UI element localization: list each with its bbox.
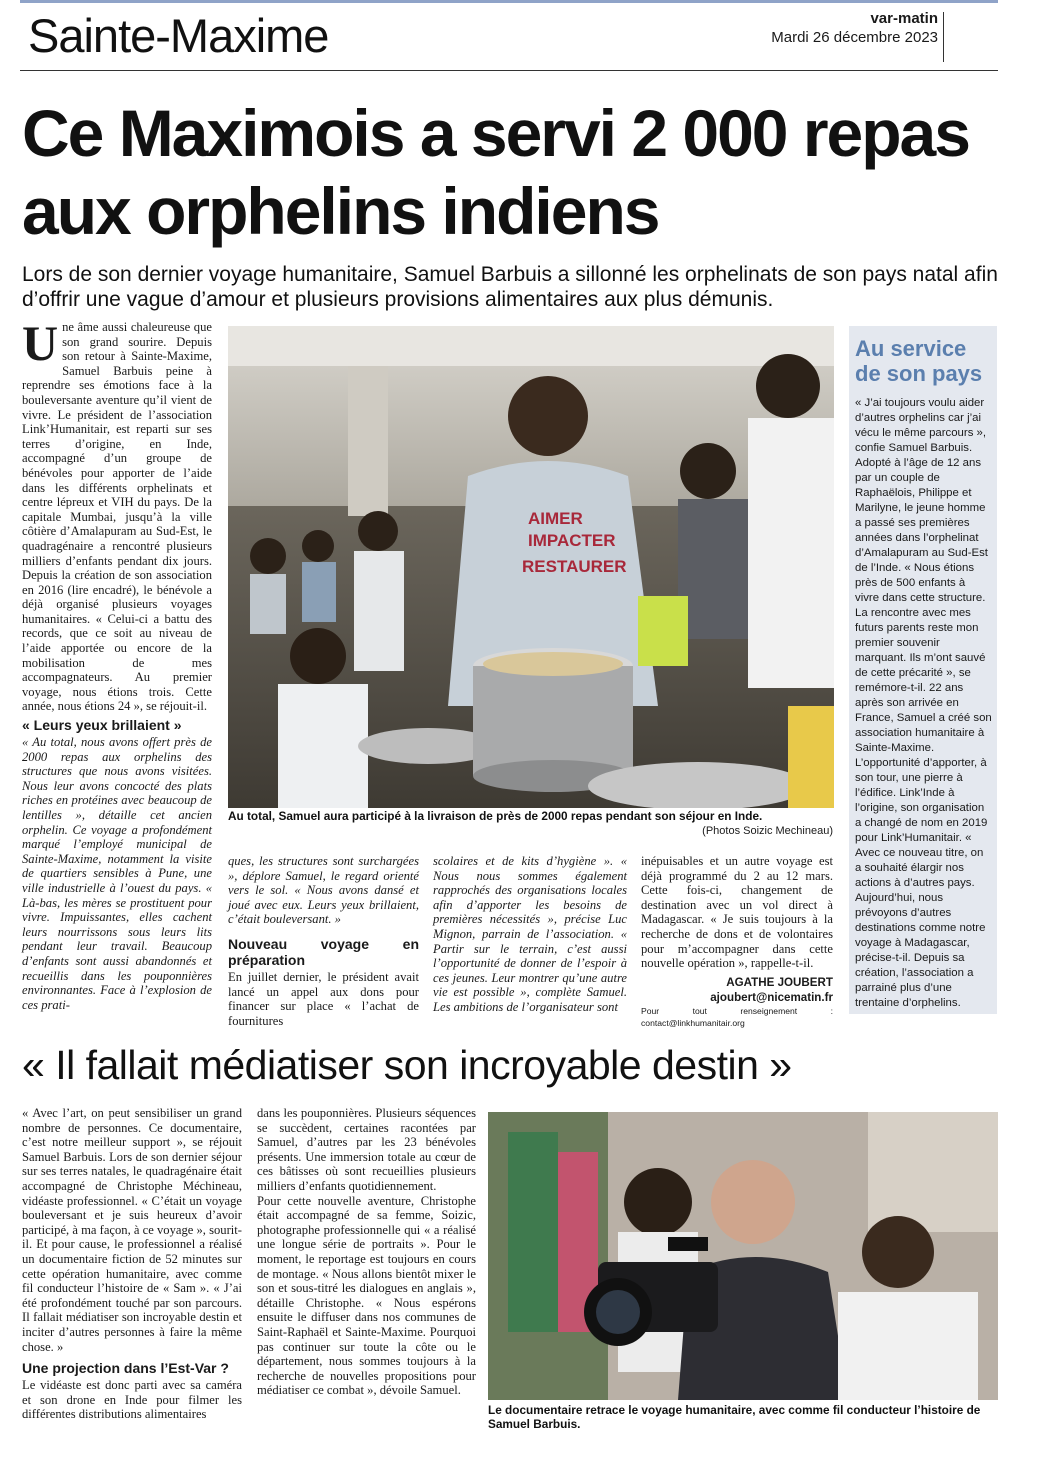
photo2-caption: Le documentaire retrace le voyage humanitaire, avec comme fil conducteur l’histoire de Samuel Barbuis.	[488, 1403, 981, 1431]
author-name: AGATHE JOUBERT	[726, 975, 833, 989]
article1-column-1	[22, 315, 212, 1012]
top-rule	[20, 0, 998, 3]
issue-date: Mardi 26 décembre 2023	[771, 29, 938, 46]
article1-paragraph: scolaires et de kits d’hygiène ». « Nous nous sommes également rapprochés des organisations locales afin d’apporter les besoins de premières nécessités », précise Luc Mignon, parrain de l’association. « Partir sur le terrain, c’est aussi l’opportunité de donner de l’espoir à ces jeunes. Leur montrer qu’une autre vie est possible », complète Samuel. Les ambitions de l’organisateur sont	[433, 854, 627, 1014]
sidebar-text: « J’ai toujours voulu aider d’autres orphelins car j’ai vécu le même parcours », confie Samuel Barbuis. Adopté à l’âge de 12 ans par un couple de Raphaëlois, Philippe et Marilyne, le jeune homme a passé ses premières années dans l’orphelinat d’Amalapuram au Sud-Est de l’Inde. « Nous étions près de 500 enfants à vivre dans cette structure. La rencontre avec mes futurs parents reste mon premier souvenir marquant. Ils m’ont sauvé de cette précarité », se remémore-t-il. 22 ans après son arrivée en France, Samuel a créé son association humanitaire à Sainte-Maxime. L’opportunité d’apporter, à son tour, une pierre à l’édifice. Link’Inde à l’origine, son organisation a changé de nom en 2019 pour Link’Humanitair. « Avec ce nouveau titre, on a souhaité élargir nos actions à d’autres pays. Aujourd’hui, nous prévoyons d’autres destinations comme notre voyage à Madagascar, précise-t-il. Depuis sa création, l’association a parrainé plus d’une trentaine d’orphelins.	[855, 397, 992, 1009]
article2-paragraph: « Avec l’art, on peut sensibiliser un grand nombre de personnes. Ce documentaire, c’est notre meilleur support », se réjouit Samuel Barbuis. Lors de son dernier séjour sur ses terres natales, le quadragénaire était accompagné de Christophe Méchineau, vidéaste professionnel. « C’était un voyage bouleversant et je suis heureux d’avoir participé, à ma façon, à ce voyage », sourit-il. Et pour cause, le professionnel a réalisé un documentaire fiction de 52 minutes sur cette opération humanitaire, avec comme fil conducteur l’histoire de « Sam ». « J’ai été profondément touché par son parcours. Il fallait médiatiser son incroyable destin et inciter d’autres personnes à faire la même chose. »	[22, 1106, 242, 1354]
shirt-text-restaurer: RESTAURER	[522, 557, 627, 576]
header-rule	[20, 70, 998, 71]
article1-column-2	[228, 854, 419, 1028]
article1-subhead-1: « Leurs yeux brillaient »	[22, 717, 182, 734]
article1-paragraph: En juillet dernier, le président avait lancé un appel aux dons pour financer sur place « l’achat de fournitures	[228, 969, 419, 1028]
photo1-caption: Au total, Samuel aura participé à la livraison de près de 2000 repas pendant son séjour en Inde.	[228, 809, 763, 823]
shirt-text-aimer: AIMER	[528, 509, 583, 528]
header-divider	[943, 12, 944, 62]
photo-videographer	[488, 1112, 998, 1400]
photo-videographer-image	[488, 1112, 998, 1400]
shirt-text-impacter: IMPACTER	[528, 531, 616, 550]
article1-paragraph: ne âme aussi chaleureuse que son grand sourire. Depuis son retour à Sainte-Maxime, Samuel Barbuis peine à reprendre ses émotions face à la bouleversante aventure qu’il vient de vivre. Le président de l’association Link’Humanitair, est reparti sur ses terres d’origine, en Inde, accompagné d’un groupe de bénévoles pour apporter de l’aide dans les différents orphelinats et centre lépreux et VIH du pays. De la capitale Mumbai, jusqu’à la ville côtière d’Amalapuram au Sud-Est, le quadragénaire a rencontré plusieurs milliers d’enfants pendant dix jours. Depuis la création de son association en 2016 (lire encadré), le bénévole a déjà organisé plusieurs voyages humanitaires. « Celui-ci a battu des records, que ce soit au niveau de l’aide apportée ou encore de la mobilisation de mes accompagnateurs. Au premier voyage, nous étions trois. Cette année, nous étions 24 », se réjouit-il.	[22, 320, 212, 714]
sidebar-title: Au service de son pays	[855, 336, 983, 386]
article2-paragraph: Pour cette nouvelle aventure, Christophe était accompagné de sa femme, Soizic, photographe professionnelle qui « a réalisé une longue série de portraits ». Pour le moment, le reportage est toujours en cours de montage. « Nous allons bientôt mixer le son et sous-titré les dialogues en anglais », détaille Christophe. « Nous espérons ensuite le diffuser dans nos communes de Saint-Raphaël et Sainte-Maxime. Pourquoi pas continuer sur toute la côte ou le département, nous sommes toujours à la recherche de nouvelles propositions pour médiatiser ce combat », dévoile Samuel.	[257, 1193, 476, 1398]
headline: Ce Maximois a servi 2 000 repas aux orphelins indiens	[22, 96, 969, 248]
article2-column-2	[257, 1106, 476, 1398]
contact-info: Pour tout renseignement : contact@linkhumanitair.org	[641, 1005, 833, 1028]
article2-column-1	[22, 1106, 242, 1422]
article1-subhead-2: Nouveau voyage en préparation	[228, 935, 419, 968]
article1-paragraph: « Au total, nous avons offert près de 2000 repas aux orphelins des structures que nous avons visitées. Nous leur avons concocté des plats riches en protéines avec beaucoup de lentilles », détaille cet ancien orphelin. Ce voyage a profondément marqué l’employé municipal de Sainte-Maxime, notamment la visite de quartiers sensibles à Pune, une ville industrielle à l’ouest du pays. « Là-bas, les mères se prostituent pour vivre. Impuissantes, elles cachent leurs nourrissons sous leurs lits pendant leur travail. Beaucoup d’enfants sont aussi abandonnés et recueillis dans les pouponnières environnantes. Face à l’explosion de ces prati-	[22, 735, 212, 1012]
article2-paragraph: Le vidéaste est donc parti avec sa caméra et son drone en Inde pour filmer les différentes distributions alimentaires	[22, 1378, 242, 1422]
photo1-credit: (Photos Soizic Mechineau)	[702, 825, 833, 837]
article1-column-4	[641, 854, 833, 1029]
section-city: Sainte-Maxime	[28, 9, 329, 62]
photo-meal-distribution	[228, 326, 834, 808]
article2-subhead: Une projection dans l’Est-Var ?	[22, 1360, 229, 1377]
article2-paragraph: dans les pouponnières. Plusieurs séquences se succèdent, certaines racontées par Samuel, d’autres par les 23 bénévoles présents. Une immersion totale au cœur de ces bâtisses où sont recueillies plusieurs milliers d’enfants quotidiennement.	[257, 1106, 476, 1193]
article1-paragraph: ques, les structures sont surchargées », déplore Samuel, le regard orienté vers le sol. « Nous avons dansé et joué avec eux. Leurs yeux brillaient, c’était bouleversant. »	[228, 854, 419, 927]
newspaper-name: var-matin	[870, 10, 938, 27]
standfirst: Lors de son dernier voyage humanitaire, Samuel Barbuis a sillonné les orphelinats de son pays natal afin d’offrir une vague d’amour et plusieurs provisions alimentaires aux plus démunis.	[22, 263, 998, 311]
photo-meal-distribution-image	[228, 326, 834, 808]
article1-paragraph: inépuisables et un autre voyage est déjà programmé du 2 au 12 mars. Cette fois-ci, changement de destination avec un vol direct à Madagascar. « Je suis toujours à la recherche de dons et de volontaires pour m’accompagner dans cette nouvelle opération », rappelle-t-il.	[641, 854, 833, 971]
author-email[interactable]: ajoubert@nicematin.fr	[710, 990, 833, 1004]
dropcap: U	[22, 315, 59, 371]
article2-headline: « Il fallait médiatiser son incroyable destin »	[22, 1042, 792, 1088]
masthead	[771, 10, 938, 48]
article1-column-3	[433, 854, 627, 1015]
